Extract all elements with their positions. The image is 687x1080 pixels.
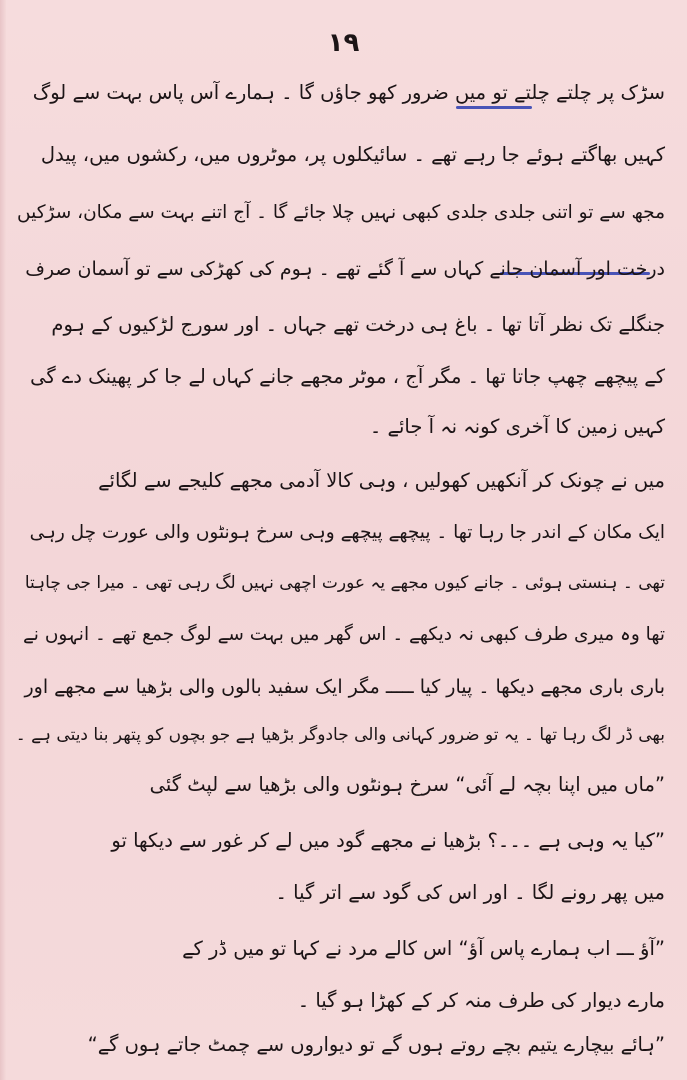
text-line-12: باری باری مجھے دیکھا ۔ پیار کیا ـــــ مگر ایک سفید بالوں والی بڑھیا سے مجھے اور (24, 676, 665, 698)
text-line-18: مارے دیوار کی طرف منہ کر کے کھڑا ہو گیا ۔ (297, 989, 665, 1012)
text-line-19: ”ہائے بیچارے یتیم بچے روتے ہوں گے تو دیواروں سے چمٹ جاتے ہوں گے“ (87, 1033, 665, 1056)
text-line-4: درخت اور آسمان جانے کہاں سے آ گئے تھے ۔ ہوم کی کھڑکی سے تو آسمان صرف (25, 258, 665, 280)
text-line-15: ”کیا یہ وہی ہے ۔۔۔؟ بڑھیا نے مجھے گود میں لے کر غور سے دیکھا تو (111, 829, 665, 852)
text-line-3: مجھ سے تو اتنی جلدی جلدی کبھی نہیں چلا جائے گا ۔ آج اتنے بہت سے مکان، سڑکیں (17, 202, 665, 223)
text-line-9: ایک مکان کے اندر جا رہا تھا ۔ پیچھے پیچھے وہی سرخ ہونٹوں والی عورت چل رہی (29, 522, 665, 543)
text-line-13: بھی ڈر لگ رہا تھا ۔ یہ تو ضرور کہانی والی جادوگر بڑھیا ہے جو بچوں کو پتھر بنا دیتی ہے ۔ (15, 725, 665, 745)
text-line-16: میں پھر رونے لگا ۔ اور اس کی گود سے اتر گیا ۔ (275, 881, 665, 904)
text-line-11: تھا وہ میری طرف کبھی نہ دیکھے ۔ اس گھر میں بہت سے لوگ جمع تھے ۔ انہوں نے (22, 624, 665, 645)
text-line-6: کے پیچھے چھپ جاتا تھا ۔ مگر آج ، موٹر مجھے جانے کہاں لے جا کر پھینک دے گی (30, 365, 665, 388)
text-line-2: کہیں بھاگتے ہوئے جا رہے تھے ۔ سائیکلوں پر، موٹروں میں، رکشوں میں، پیدل (40, 143, 665, 166)
text-line-7: کہیں زمین کا آخری کونہ نہ آ جائے ۔ (369, 415, 665, 438)
text-line-14: ”ماں میں اپنا بچہ لے آئی“ سرخ ہونٹوں والی بڑھیا سے لپٹ گئی (149, 773, 665, 796)
text-line-1: سڑک پر چلتے چلتے تو میں ضرور کھو جاؤں گا ۔ ہمارے آس پاس بہت سے لوگ (32, 81, 665, 104)
page-number: ۱۹ (327, 28, 360, 58)
text-line-10: تھی ۔ ہنستی ہوئی ۔ جانے کیوں مجھے یہ عورت اچھی نہیں لگ رہی تھی ۔ میرا جی چاہتا (24, 573, 665, 593)
text-line-17: ”آؤ ـــ اب ہمارے پاس آؤ“ اس کالے مرد نے کہا تو میں ڈر کے (182, 937, 665, 960)
text-line-8: میں نے چونک کر آنکھیں کھولیں ، وہی کالا آدمی مجھے کلیجے سے لگائے (98, 469, 665, 492)
text-line-5: جنگلے تک نظر آتا تھا ۔ باغ ہی درخت تھے جہاں ۔ اور سورج لڑکیوں کے ہوم (51, 313, 665, 336)
page-binding-edge (0, 0, 6, 1080)
